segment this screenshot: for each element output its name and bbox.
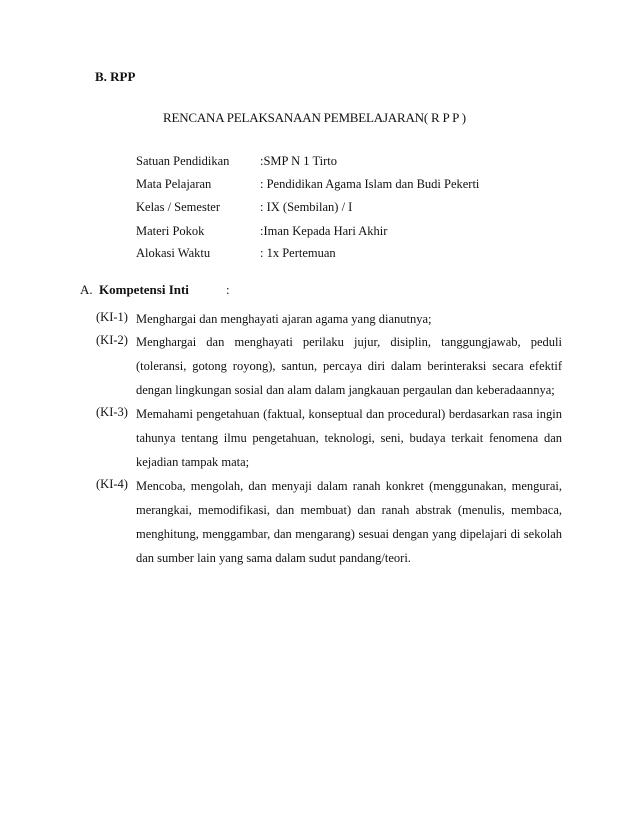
section-a-colon: : [226, 282, 230, 297]
ki-text-line: Menghargai dan menghayati perilaku jujur, disiplin, tanggungjawab, peduli [136, 335, 562, 349]
ki-text-line: (toleransi, gotong royong), santun, percaya diri dalam berinteraksi secara efektif [136, 359, 562, 373]
ki-text-line: Memahami pengetahuan (faktual, konseptual dan procedural) berdasarkan rasa ingin [136, 407, 562, 421]
ki-text-line: merangkai, memodifikasi, dan membuat) dan ranah abstrak (menulis, membaca, [136, 503, 562, 517]
identity-label: Kelas / Semester [136, 200, 221, 214]
identity-label: Alokasi Waktu [136, 246, 211, 260]
ki-code: (KI-1) [96, 310, 128, 324]
identity-label: Satuan Pendidikan [136, 154, 230, 168]
identity-value: : Pendidikan Agama Islam dan Budi Pekerti [260, 177, 480, 191]
section-a-title: Kompetensi Inti [99, 282, 189, 297]
identity-value: :SMP N 1 Tirto [260, 154, 338, 168]
document-title: RENCANA PELAKSANAAN PEMBELAJARAN( R P P ) [163, 110, 466, 125]
section-a-prefix: A. [80, 282, 93, 297]
ki-text-line: tahunya tentang ilmu pengetahuan, teknologi, seni, budaya terkait fenomena dan [136, 431, 562, 445]
ki-text-line: Menghargai dan menghayati ajaran agama yang dianutnya; [136, 312, 432, 326]
ki-code: (KI-3) [96, 405, 128, 419]
ki-text-line: Mencoba, mengolah, dan menyaji dalam ranah konkret (menggunakan, mengurai, [136, 479, 562, 493]
ki-text-line: kejadian tampak mata; [136, 455, 250, 469]
identity-value: : 1x Pertemuan [260, 246, 336, 260]
ki-text-line: dengan lingkungan sosial dan alam dalam jangkauan pergaulan dan keberadaannya; [136, 383, 555, 397]
ki-text-line: dan sumber lain yang sama dalam sudut pandang/teori. [136, 551, 411, 565]
identity-value: :Iman Kepada Hari Akhir [260, 224, 388, 238]
ki-code: (KI-2) [96, 333, 128, 347]
identity-label: Materi Pokok [136, 224, 205, 238]
ki-text-line: menghitung, menggambar, dan mengarang) sesuai dengan yang dipelajari di sekolah [136, 527, 562, 541]
section-b-heading: B. RPP [95, 69, 136, 84]
identity-label: Mata Pelajaran [136, 177, 212, 191]
identity-value: : IX (Sembilan) / I [260, 200, 353, 214]
ki-code: (KI-4) [96, 477, 128, 491]
